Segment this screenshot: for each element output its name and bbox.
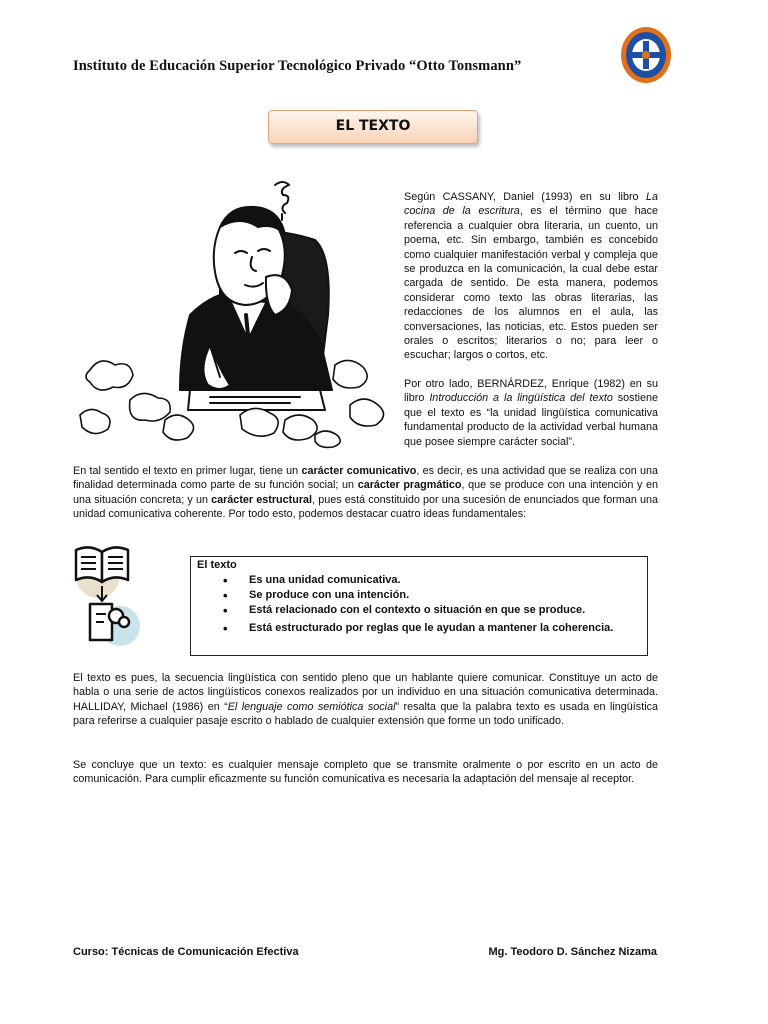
halliday-text-start: El texto es pues, la secuencia lingüística con sentido pleno que un hablante quiere comunicar. Constituye un acto de habla o una serie de actos lingüísticos conexos realizados por un individuo en una situación comunicativa determinada. HALLIDAY, Michael (1986) en “: [73, 672, 658, 713]
characteristics-text-4: , pues está constituido por una sucesión de enunciados que forman una unidad comunicativa coherente. Por todo esto, podemos destacar cuatro ideas fundamentales:: [73, 493, 659, 521]
body-paragraph-characteristics: [73, 464, 658, 522]
body-paragraph-conclusion: Se concluye que un texto: es cualquier mensaje completo que se transmite oralmente o por escrito en un acto de comunicación. Para cumplir eficazmente su función comunicativa es necesaria la adaptación del mensaje al receptor.: [73, 759, 658, 786]
section-title: EL TEXTO: [268, 110, 478, 144]
characteristics-text-2: , es decir, es una actividad que se realiza con una finalidad determinada como parte de su función social; un: [73, 465, 658, 492]
key-idea-item: • Está estructurado por reglas que le ayudan a mantener la coherencia.: [249, 621, 641, 636]
open-book-icon: [76, 547, 128, 582]
halliday-book-title: El lenguaje como semiótica social: [227, 700, 396, 713]
bernardez-text-start: Por otro lado, BERNÁRDEZ, Enrique (1982) en su libro: [404, 377, 658, 405]
characteristics-text-1: En tal sentido el texto en primer lugar, tiene un: [73, 465, 302, 477]
cassany-text-end: , es el término que hace referencia a cualquier obra literaria, un cuento, un poema, etc. Sin embargo, también es concebido como cualquier manifestación verbal y compleja que se produzca en la comunicación, la cual debe estar cargada de sentido. De esta manera, podemos considerar como texto las obras literarias, las redacciones de los alumnos en el aula, las conversaciones, las noticias, etc. Estos pueden ser orales o escritos; literarios o no; para leer o escuchar; largos o cortos, etc.: [404, 205, 659, 362]
characteristic-pragmatic: carácter pragmático: [357, 479, 462, 492]
cassany-book-title: La cocina de la escritura: [404, 191, 658, 218]
key-idea-item: • Es una unidad comunicativa.: [249, 573, 641, 588]
key-ideas-heading: El texto: [197, 559, 237, 571]
footer-author: Mg. Teodoro D. Sánchez Nizama: [488, 946, 657, 958]
intro-paragraph-bernardez: [404, 377, 658, 449]
cassany-text-start: Según CASSANY, Daniel (1993) en su libro: [404, 191, 646, 203]
intro-paragraph-cassany: [404, 190, 658, 363]
bernardez-book-title: Introducción a la lingüística del texto: [429, 392, 613, 405]
key-idea-item: • Se produce con una intención.: [249, 588, 641, 603]
institution-name: Instituto de Educación Superior Tecnológico Privado “Otto Tonsmann”: [73, 58, 522, 74]
reading-icons: [72, 542, 144, 650]
key-idea-item: • Está relacionado con el contexto o situación en que se produce.: [249, 603, 641, 618]
characteristics-text-3: , que se produce con una intención y en una situación concreta; y un: [73, 479, 658, 506]
characteristic-structural: carácter estructural: [211, 493, 313, 506]
characteristic-communicative: carácter comunicativo: [301, 465, 417, 477]
footer-course: Curso: Técnicas de Comunicación Efectiva: [73, 946, 299, 958]
halliday-text-end: ” resalta que la palabra texto es usada en lingüística para referirse a cualquier pasaje escrito o hablado de cualquier extensión que forme un todo unificado.: [73, 700, 658, 728]
key-ideas-list: [197, 573, 641, 636]
key-ideas-box: [190, 556, 648, 656]
bernardez-text-end: sostiene que el texto es “la unidad lingüística comunicativa fundamental producto de la actividad verbal humana que posee siempre carácter social”.: [404, 392, 658, 448]
institution-logo: [620, 26, 672, 84]
thinking-man-illustration: [70, 165, 396, 450]
body-paragraph-halliday: [73, 671, 658, 729]
intro-text: [404, 190, 658, 449]
